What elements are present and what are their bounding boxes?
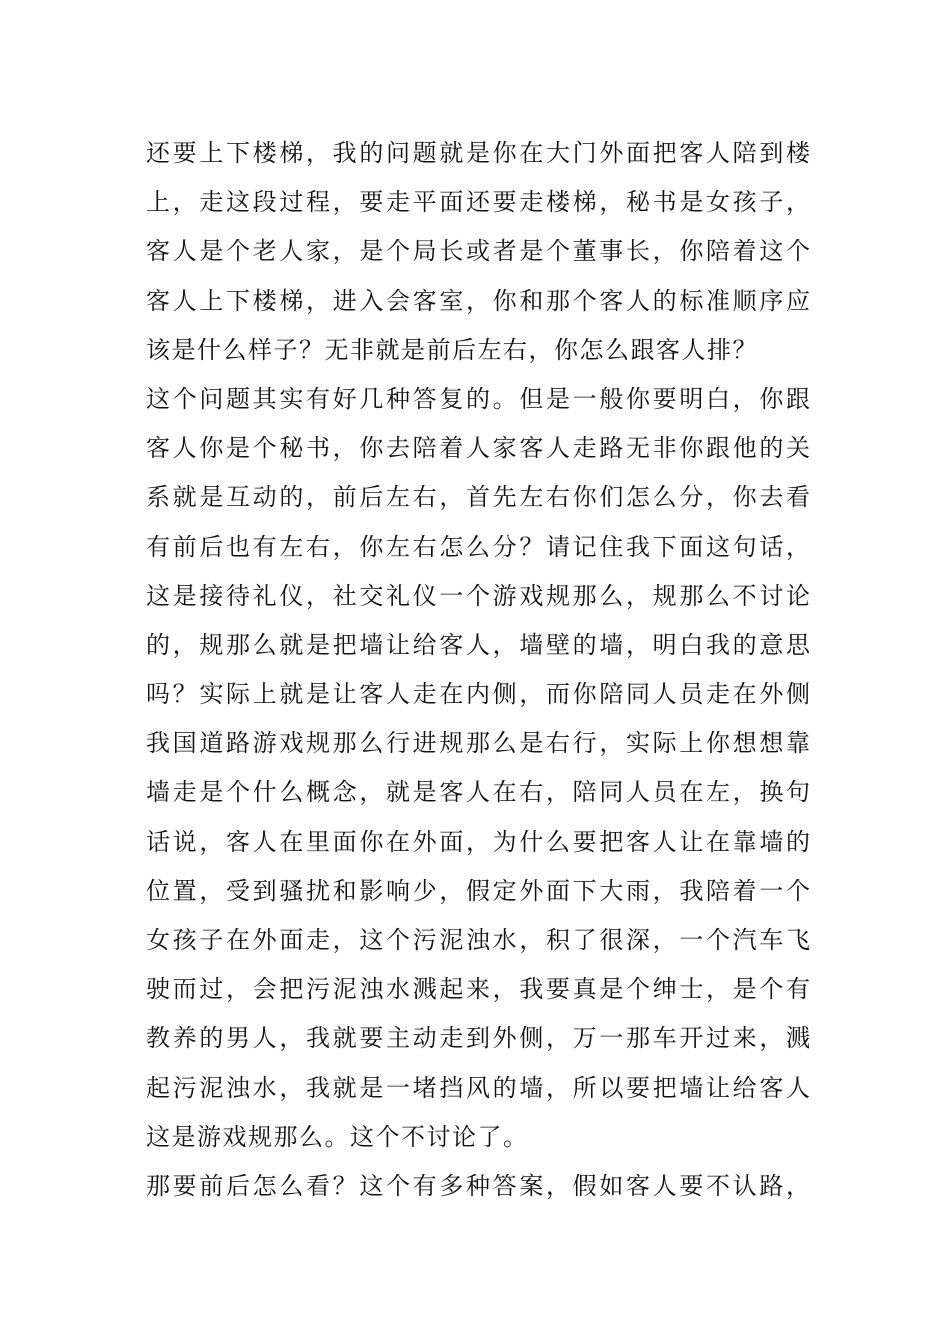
text-line: 这是接待礼仪，社交礼仪一个游戏规那么，规那么不讨论 — [146, 581, 810, 610]
text-line: 吗？实际上就是让客人走在内侧，而你陪同人员走在外侧 — [146, 680, 810, 709]
text-line: 客人是个老人家，是个局长或者是个董事长，你陪着这个 — [146, 237, 810, 266]
text-line: 上，走这段过程，要走平面还要走楼梯，秘书是女孩子， — [146, 188, 810, 217]
text-line: 这个问题其实有好几种答复的。但是一般你要明白，你跟 — [146, 384, 810, 413]
text-line: 客人你是个秘书，你去陪着人家客人走路无非你跟他的关 — [146, 434, 810, 463]
text-line: 系就是互动的，前后左右，首先左右你们怎么分，你去看 — [146, 483, 810, 512]
text-line: 客人上下楼梯，进入会客室，你和那个客人的标准顺序应 — [146, 286, 810, 315]
text-line: 教养的男人，我就要主动走到外侧，万一那车开过来，溅 — [146, 1024, 810, 1053]
text-line: 位置，受到骚扰和影响少，假定外面下大雨，我陪着一个 — [146, 876, 810, 905]
text-line: 女孩子在外面走，这个污泥浊水，积了很深，一个汽车飞 — [146, 926, 810, 954]
text-line: 的，规那么就是把墙让给客人，墙壁的墙，明白我的意思 — [146, 630, 810, 659]
text-line: 我国道路游戏规那么行进规那么是右行，实际上你想想靠 — [146, 729, 810, 758]
text-line: 话说，客人在里面你在外面，为什么要把客人让在靠墙的 — [146, 827, 810, 856]
body-text — [146, 129, 810, 1211]
text-line: 还要上下楼梯，我的问题就是你在大门外面把客人陪到楼 — [146, 139, 810, 167]
text-line: 那要前后怎么看？这个有多种答案，假如客人要不认路， — [146, 1171, 810, 1200]
text-line: 该是什么样子？无非就是前后左右，你怎么跟客人排？ — [146, 335, 758, 364]
text-line: 驶而过，会把污泥浊水溅起来，我要真是个绅士，是个有 — [146, 975, 810, 1004]
text-line: 起污泥浊水，我就是一堵挡风的墙，所以要把墙让给客人 — [146, 1073, 810, 1102]
text-line: 有前后也有左右，你左右怎么分？请记住我下面这句话， — [146, 532, 810, 561]
text-line: 墙走是个什么概念，就是客人在右，陪同人员在左，换句 — [146, 778, 810, 807]
text-line: 这是游戏规那么。这个不讨论了。 — [146, 1122, 529, 1151]
